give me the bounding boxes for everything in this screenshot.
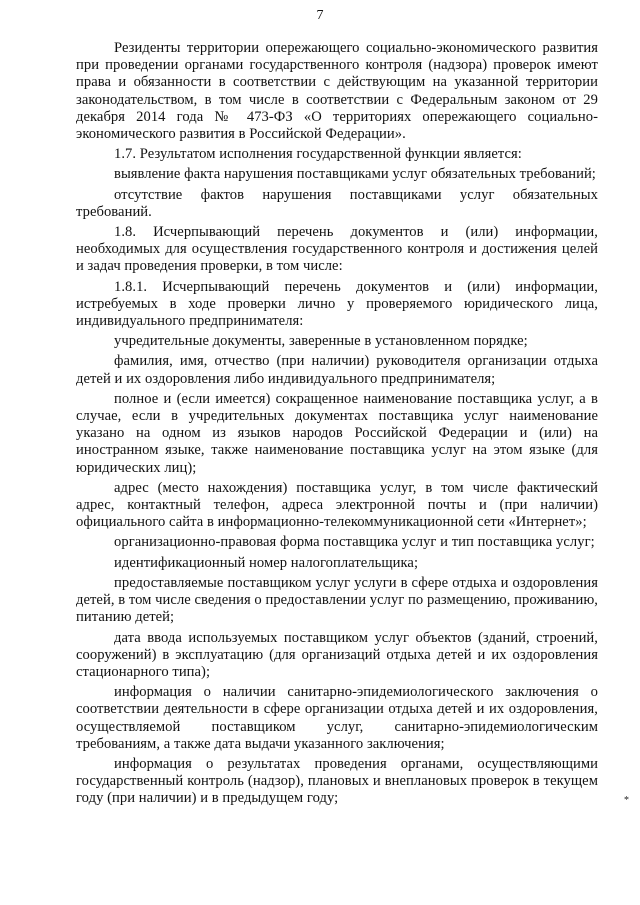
list-item-head-name: фамилия, имя, отчество (при наличии) руководителя организации отдыха детей и их оздоровления либо индивидуального предпринимателя;: [76, 353, 598, 387]
list-item-legal-form: организационно-правовая форма поставщика услуг и тип поставщика услуг;: [114, 534, 595, 551]
list-item-inspection-results: информация о результатах проведения органами, осуществляющими государственный контроль (надзор), плановых и внеплановых проверок в текущем году (при наличии) и в предыдущем году;: [76, 755, 598, 807]
paragraph-residents: Резиденты территории опережающего социально-экономического развития при проведении органами государственного контроля (надзора) проверок имеют права и обязанности в соответствии с действующим на указанной территории законодательством, в том числе в соответствии с Федеральным законом от 29 декабря 2014 года № 473-ФЗ «О территориях опережающего социально-экономического развития в Российской Федерации».: [76, 40, 598, 143]
paragraph-1-7-heading: 1.7. Результатом исполнения государственной функции является:: [114, 146, 522, 163]
page-number: 7: [316, 8, 324, 23]
list-item-provider-name: полное и (если имеется) сокращенное наименование поставщика услуг, а в случае, если в учредительных документах поставщика услуг наименование указано на одном из языков народов Российской Федерации и (или) на иностранном языке, также наименование поставщика услуг на этом языке (для юридических лиц);: [76, 390, 598, 476]
paragraph-violation-found: выявление факта нарушения поставщиками услуг обязательных требований;: [114, 166, 596, 183]
list-item-commissioning-date: дата ввода используемых поставщиком услуг объектов (зданий, строений, сооружений) в эксплуатацию (для организаций отдыха детей и их оздоровления стационарного типа);: [76, 629, 598, 680]
list-item-founding-documents: учредительные документы, заверенные в установленном порядке;: [114, 333, 528, 350]
document-body: [76, 40, 598, 811]
list-item-sanitary-conclusion: информация о наличии санитарно-эпидемиологического заключения о соответствии деятельности в сфере организации отдыха детей и их оздоровления, осуществляемой поставщиком услуг, санитарно-эпидемиологическим требованиям, а также дата выдачи указанного заключения;: [76, 684, 598, 752]
paragraph-1-8: 1.8. Исчерпывающий перечень документов и (или) информации, необходимых для осуществления государственного контроля и достижения целей и задач проведения проверки, в том числе:: [76, 224, 598, 275]
paragraph-1-8-1: 1.8.1. Исчерпывающий перечень документов и (или) информации, истребуемых в ходе проверки лично у проверяемого юридического лица, индивидуального предпринимателя:: [76, 278, 598, 330]
margin-mark: *: [624, 795, 629, 806]
list-item-address: адрес (место нахождения) поставщика услуг, в том числе фактический адрес, контактный телефон, адреса электронной почты и (при наличии) официального сайта в информационно-телекоммуникационной сети «Интернет»;: [76, 479, 598, 531]
paragraph-no-violation: отсутствие фактов нарушения поставщиками услуг обязательных требований.: [76, 186, 598, 220]
list-item-inn: идентификационный номер налогоплательщика;: [114, 554, 419, 571]
list-item-services: предоставляемые поставщиком услуг услуги в сфере отдыха и оздоровления детей, в том числе сведения о предоставлении услуг по размещению, проживанию, питанию детей;: [76, 574, 598, 626]
